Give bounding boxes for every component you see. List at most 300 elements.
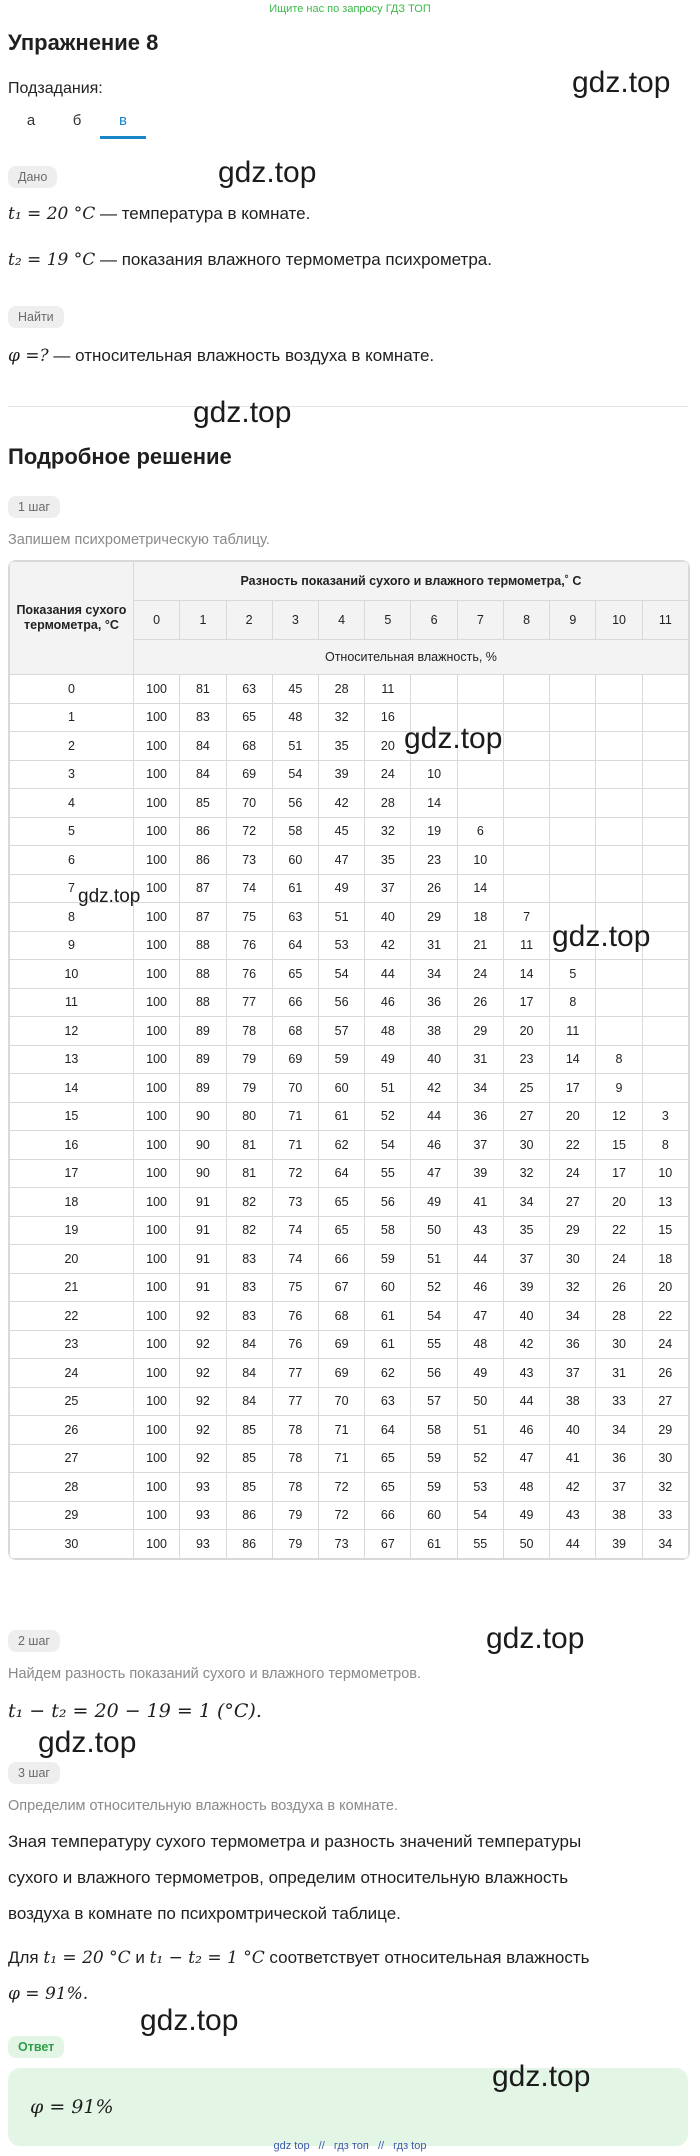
tab-a[interactable]: а [26,112,36,129]
table-row [10,760,689,789]
table-cell: 100 [133,1530,179,1559]
table-cell: 45 [272,675,318,704]
table-cell: 100 [133,903,179,932]
table-cell: 44 [457,1245,503,1274]
table-row [10,817,689,846]
step-2-badge: 2 шаг [8,1630,60,1652]
table-cell: 48 [457,1330,503,1359]
table-cell [550,789,596,818]
table-cell [642,988,688,1017]
table-cell [642,789,688,818]
table-cell: 20 [596,1188,642,1217]
table-cell: 24 [365,760,411,789]
table-cell: 84 [226,1359,272,1388]
table-cell: 100 [133,1273,179,1302]
table-cell: 87 [180,874,226,903]
table-cell: 15 [642,1216,688,1245]
answer-value: φ = 91% [30,2096,114,2118]
table-cell: 54 [319,960,365,989]
table-cell: 61 [272,874,318,903]
table-cell: 75 [226,903,272,932]
table-cell: 56 [319,988,365,1017]
table-cell: 100 [133,1473,179,1502]
bottom-links [0,2140,700,2152]
subtask-tabs [8,104,146,139]
table-row [10,1159,689,1188]
table-column-header: 11 [642,601,688,640]
table-cell [503,760,549,789]
table-cell: 82 [226,1188,272,1217]
table-cell: 61 [319,1102,365,1131]
table-cell: 41 [550,1444,596,1473]
table-cell: 41 [457,1188,503,1217]
table-cell: 21 [457,931,503,960]
step-2-formula: t₁ − t₂ = 20 − 19 = 1 (°C). [8,1700,262,1722]
table-cell: 35 [503,1216,549,1245]
table-row-temperature: 9 [10,931,134,960]
table-cell: 46 [503,1416,549,1445]
table-cell: 100 [133,1074,179,1103]
top-search-hint-link[interactable]: Ищите нас по запросу ГДЗ ТОП [269,3,431,15]
table-cell: 14 [550,1045,596,1074]
table-row-temperature: 16 [10,1131,134,1160]
table-cell: 23 [503,1045,549,1074]
step-3-formula-2: t₁ − t₂ = 1 °C [149,1948,265,1968]
table-cell: 86 [226,1530,272,1559]
table-cell: 18 [642,1245,688,1274]
table-cell: 51 [272,732,318,761]
table-cell: 100 [133,1387,179,1416]
table-cell: 93 [180,1530,226,1559]
table-cell: 22 [596,1216,642,1245]
table-cell: 37 [596,1473,642,1502]
table-cell: 31 [411,931,457,960]
table-row [10,789,689,818]
table-cell: 54 [365,1131,411,1160]
table-row-temperature: 14 [10,1074,134,1103]
find-badge: Найти [8,306,64,328]
table-cell: 73 [226,846,272,875]
step-3-formula-1: t₁ = 20 °C [43,1948,131,1968]
table-cell: 81 [226,1131,272,1160]
table-column-header: 10 [596,601,642,640]
table-cell: 34 [457,1074,503,1103]
table-cell [457,789,503,818]
table-cell: 92 [180,1302,226,1331]
table-cell: 46 [365,988,411,1017]
table-cell: 17 [503,988,549,1017]
table-row [10,1330,689,1359]
table-cell: 92 [180,1444,226,1473]
table-cell: 30 [550,1245,596,1274]
bottom-sep-2: // [377,2140,385,2152]
table-cell: 100 [133,1102,179,1131]
table-cell: 32 [503,1159,549,1188]
watermark: gdz.top [492,2060,591,2093]
table-row-temperature: 22 [10,1302,134,1331]
table-cell: 47 [411,1159,457,1188]
step-1-badge: 1 шаг [8,496,60,518]
table-cell: 62 [319,1131,365,1160]
table-cell: 67 [319,1273,365,1302]
table-cell: 45 [319,817,365,846]
table-cell [642,874,688,903]
table-cell: 26 [411,874,457,903]
table-sub-header: Относительная влажность, % [133,640,688,675]
table-cell [503,817,549,846]
table-cell: 84 [180,760,226,789]
table-row [10,732,689,761]
table-row-temperature: 24 [10,1359,134,1388]
table-row [10,1444,689,1473]
table-cell: 91 [180,1216,226,1245]
table-cell: 50 [457,1387,503,1416]
find-formula: φ =? [8,346,49,366]
table-cell [642,1074,688,1103]
table-cell: 44 [550,1530,596,1559]
table-row-temperature: 29 [10,1501,134,1530]
table-cell: 65 [272,960,318,989]
table-cell: 86 [180,846,226,875]
table-cell: 38 [411,1017,457,1046]
table-cell: 70 [272,1074,318,1103]
table-cell: 37 [550,1359,596,1388]
table-cell: 100 [133,1131,179,1160]
table-cell: 85 [180,789,226,818]
table-cell: 54 [457,1501,503,1530]
table-cell: 100 [133,931,179,960]
table-cell: 90 [180,1131,226,1160]
table-cell: 78 [226,1017,272,1046]
find-line [8,346,434,366]
table-cell: 16 [365,703,411,732]
table-cell: 71 [272,1102,318,1131]
table-cell: 48 [503,1473,549,1502]
table-cell: 80 [226,1102,272,1131]
table-cell: 74 [272,1245,318,1274]
step-3-para-3: воздуха в комнате по психромтрической таблице. [8,1904,401,1923]
table-cell: 29 [550,1216,596,1245]
tab-v[interactable]: в [100,104,146,139]
table-row-temperature: 28 [10,1473,134,1502]
table-cell: 85 [226,1444,272,1473]
table-column-header: 8 [503,601,549,640]
table-cell [550,703,596,732]
table-cell: 6 [457,817,503,846]
table-cell: 43 [550,1501,596,1530]
table-cell: 42 [319,789,365,818]
table-cell: 36 [411,988,457,1017]
table-cell: 24 [457,960,503,989]
watermark: gdz.top [140,2004,239,2037]
table-cell: 83 [226,1273,272,1302]
watermark: gdz.top [218,156,317,189]
table-cell: 65 [365,1473,411,1502]
table-row [10,960,689,989]
tab-b[interactable]: б [72,112,82,129]
table-cell: 36 [550,1330,596,1359]
table-cell: 14 [457,874,503,903]
table-cell: 38 [596,1501,642,1530]
table-cell: 70 [226,789,272,818]
table-cell: 13 [642,1188,688,1217]
table-row [10,1273,689,1302]
table-row-temperature: 11 [10,988,134,1017]
table-cell: 67 [365,1530,411,1559]
table-cell: 87 [180,903,226,932]
table-cell: 40 [503,1302,549,1331]
step-3-line-a-mid: и [130,1948,150,1967]
step-3-result: φ = 91%. [8,1984,89,2004]
table-cell: 26 [642,1359,688,1388]
table-cell: 44 [411,1102,457,1131]
table-cell: 20 [642,1273,688,1302]
bottom-link-1[interactable]: gdz top [273,2140,310,2152]
table-cell: 43 [457,1216,503,1245]
table-cell: 40 [411,1045,457,1074]
table-cell: 55 [457,1530,503,1559]
table-cell: 62 [365,1359,411,1388]
table-cell: 31 [457,1045,503,1074]
table-cell: 84 [226,1387,272,1416]
table-cell: 59 [319,1045,365,1074]
given-line-2 [8,250,492,270]
table-cell [642,675,688,704]
table-cell [550,874,596,903]
table-cell: 100 [133,789,179,818]
table-cell: 75 [272,1273,318,1302]
table-cell [642,732,688,761]
table-cell: 58 [365,1216,411,1245]
table-cell: 58 [411,1416,457,1445]
table-cell: 85 [226,1473,272,1502]
table-cell: 51 [365,1074,411,1103]
table-column-header: 4 [319,601,365,640]
table-row [10,1416,689,1445]
watermark: gdz.top [404,722,503,755]
table-row-temperature: 20 [10,1245,134,1274]
table-cell: 91 [180,1188,226,1217]
table-cell: 30 [642,1444,688,1473]
table-cell: 48 [272,703,318,732]
table-cell: 53 [457,1473,503,1502]
table-cell: 52 [411,1273,457,1302]
table-cell: 32 [642,1473,688,1502]
table-cell: 31 [596,1359,642,1388]
table-cell: 29 [642,1416,688,1445]
given-line-1 [8,204,310,224]
table-cell [642,703,688,732]
table-row [10,1302,689,1331]
table-cell: 51 [457,1416,503,1445]
table-cell: 14 [503,960,549,989]
table-cell [550,732,596,761]
table-cell: 92 [180,1359,226,1388]
table-cell: 78 [272,1473,318,1502]
table-cell: 100 [133,675,179,704]
bottom-link-2[interactable]: гдз топ [333,2140,369,2152]
table-cell: 100 [133,1359,179,1388]
table-cell [503,874,549,903]
table-cell: 100 [133,703,179,732]
table-cell: 73 [272,1188,318,1217]
table-row [10,846,689,875]
table-cell: 64 [272,931,318,960]
table-cell: 55 [411,1330,457,1359]
table-cell: 88 [180,960,226,989]
table-cell: 83 [180,703,226,732]
table-cell: 58 [272,817,318,846]
table-cell: 100 [133,988,179,1017]
step-3-text: Определим относительную влажность воздуха в комнате. [8,1798,398,1814]
table-cell: 30 [503,1131,549,1160]
table-cell: 59 [411,1444,457,1473]
table-cell: 60 [365,1273,411,1302]
table-cell: 23 [411,846,457,875]
table-cell: 61 [365,1302,411,1331]
table-cell: 100 [133,1216,179,1245]
step-3-line-a-pre: Для [8,1948,44,1967]
solution-title: Подробное решение [8,444,232,469]
table-row [10,1501,689,1530]
table-cell: 82 [226,1216,272,1245]
table-cell: 83 [226,1302,272,1331]
given-formula-1: t₁ = 20 °C [8,204,96,224]
table-column-header: 3 [272,601,318,640]
table-cell: 14 [411,789,457,818]
table-cell: 68 [226,732,272,761]
table-row-temperature: 26 [10,1416,134,1445]
table-cell: 100 [133,846,179,875]
table-cell [596,1017,642,1046]
table-cell: 74 [226,874,272,903]
page-title: Упражнение 8 [8,30,159,55]
watermark: gdz.top [38,1726,137,1759]
table-top-header: Разность показаний сухого и влажного термометра,˚ С [133,562,688,601]
bottom-link-3[interactable]: гдз top [393,2140,427,2152]
table-cell: 42 [365,931,411,960]
table-cell: 63 [272,903,318,932]
table-cell: 79 [272,1530,318,1559]
table-row [10,1387,689,1416]
table-cell: 34 [411,960,457,989]
table-cell: 47 [457,1302,503,1331]
table-cell [550,760,596,789]
table-cell: 60 [319,1074,365,1103]
table-cell [550,846,596,875]
table-column-header: 1 [180,601,226,640]
table-cell: 27 [550,1188,596,1217]
table-cell: 66 [272,988,318,1017]
table-row-temperature: 8 [10,903,134,932]
table-cell: 64 [365,1416,411,1445]
table-column-header: 9 [550,601,596,640]
table-cell: 100 [133,1501,179,1530]
table-cell: 37 [503,1245,549,1274]
table-column-header: 0 [133,601,179,640]
table-cell: 92 [180,1330,226,1359]
table-cell: 39 [457,1159,503,1188]
table-cell: 91 [180,1245,226,1274]
step-3-line-a [8,1948,590,1968]
table-cell: 89 [180,1045,226,1074]
table-cell [642,960,688,989]
table-column-header: 2 [226,601,272,640]
step-2-text: Найдем разность показаний сухого и влажного термометров. [8,1666,422,1682]
table-cell: 20 [550,1102,596,1131]
table-cell: 100 [133,1245,179,1274]
watermark: gdz.top [552,920,651,953]
table-cell: 79 [272,1501,318,1530]
table-cell: 100 [133,1444,179,1473]
table-row [10,1473,689,1502]
table-cell: 44 [503,1387,549,1416]
table-cell: 40 [550,1416,596,1445]
table-cell: 28 [319,675,365,704]
table-cell: 29 [411,903,457,932]
table-cell: 88 [180,988,226,1017]
table-cell: 27 [503,1102,549,1131]
table-cell: 74 [272,1216,318,1245]
table-cell: 53 [319,931,365,960]
table-row [10,1359,689,1388]
table-cell: 88 [180,931,226,960]
table-cell: 78 [272,1444,318,1473]
table-cell: 34 [642,1530,688,1559]
table-cell: 46 [457,1273,503,1302]
table-cell [503,789,549,818]
table-cell: 42 [503,1330,549,1359]
table-cell: 76 [272,1302,318,1331]
table-cell: 32 [365,817,411,846]
table-cell: 100 [133,1188,179,1217]
table-cell [411,675,457,704]
table-cell [503,732,549,761]
table-cell: 71 [272,1131,318,1160]
table-cell [642,817,688,846]
table-row-temperature: 23 [10,1330,134,1359]
subtasks-label: Подзадания: [8,80,103,97]
table-cell [596,846,642,875]
watermark: gdz.top [572,66,671,99]
table-cell: 54 [411,1302,457,1331]
table-row [10,1074,689,1103]
table-cell: 22 [550,1131,596,1160]
table-cell: 42 [411,1074,457,1103]
table-cell: 56 [272,789,318,818]
table-cell: 20 [365,732,411,761]
table-cell: 35 [365,846,411,875]
table-cell: 54 [272,760,318,789]
table-cell: 10 [457,846,503,875]
table-cell: 78 [272,1416,318,1445]
step-3-para-2: сухого и влажного термометров, определим относительную влажность [8,1868,569,1887]
table-cell [596,960,642,989]
table-cell: 49 [457,1359,503,1388]
table-cell: 8 [550,988,596,1017]
watermark: gdz.top [78,886,141,907]
table-cell: 60 [411,1501,457,1530]
table-cell: 86 [226,1501,272,1530]
table-cell: 69 [226,760,272,789]
step-3-line-a-post: соответствует относительная влажность [264,1948,590,1967]
table-row-temperature: 19 [10,1216,134,1245]
table-cell: 76 [226,960,272,989]
table-cell: 33 [596,1387,642,1416]
table-cell: 69 [272,1045,318,1074]
table-cell [642,846,688,875]
table-cell: 69 [319,1330,365,1359]
